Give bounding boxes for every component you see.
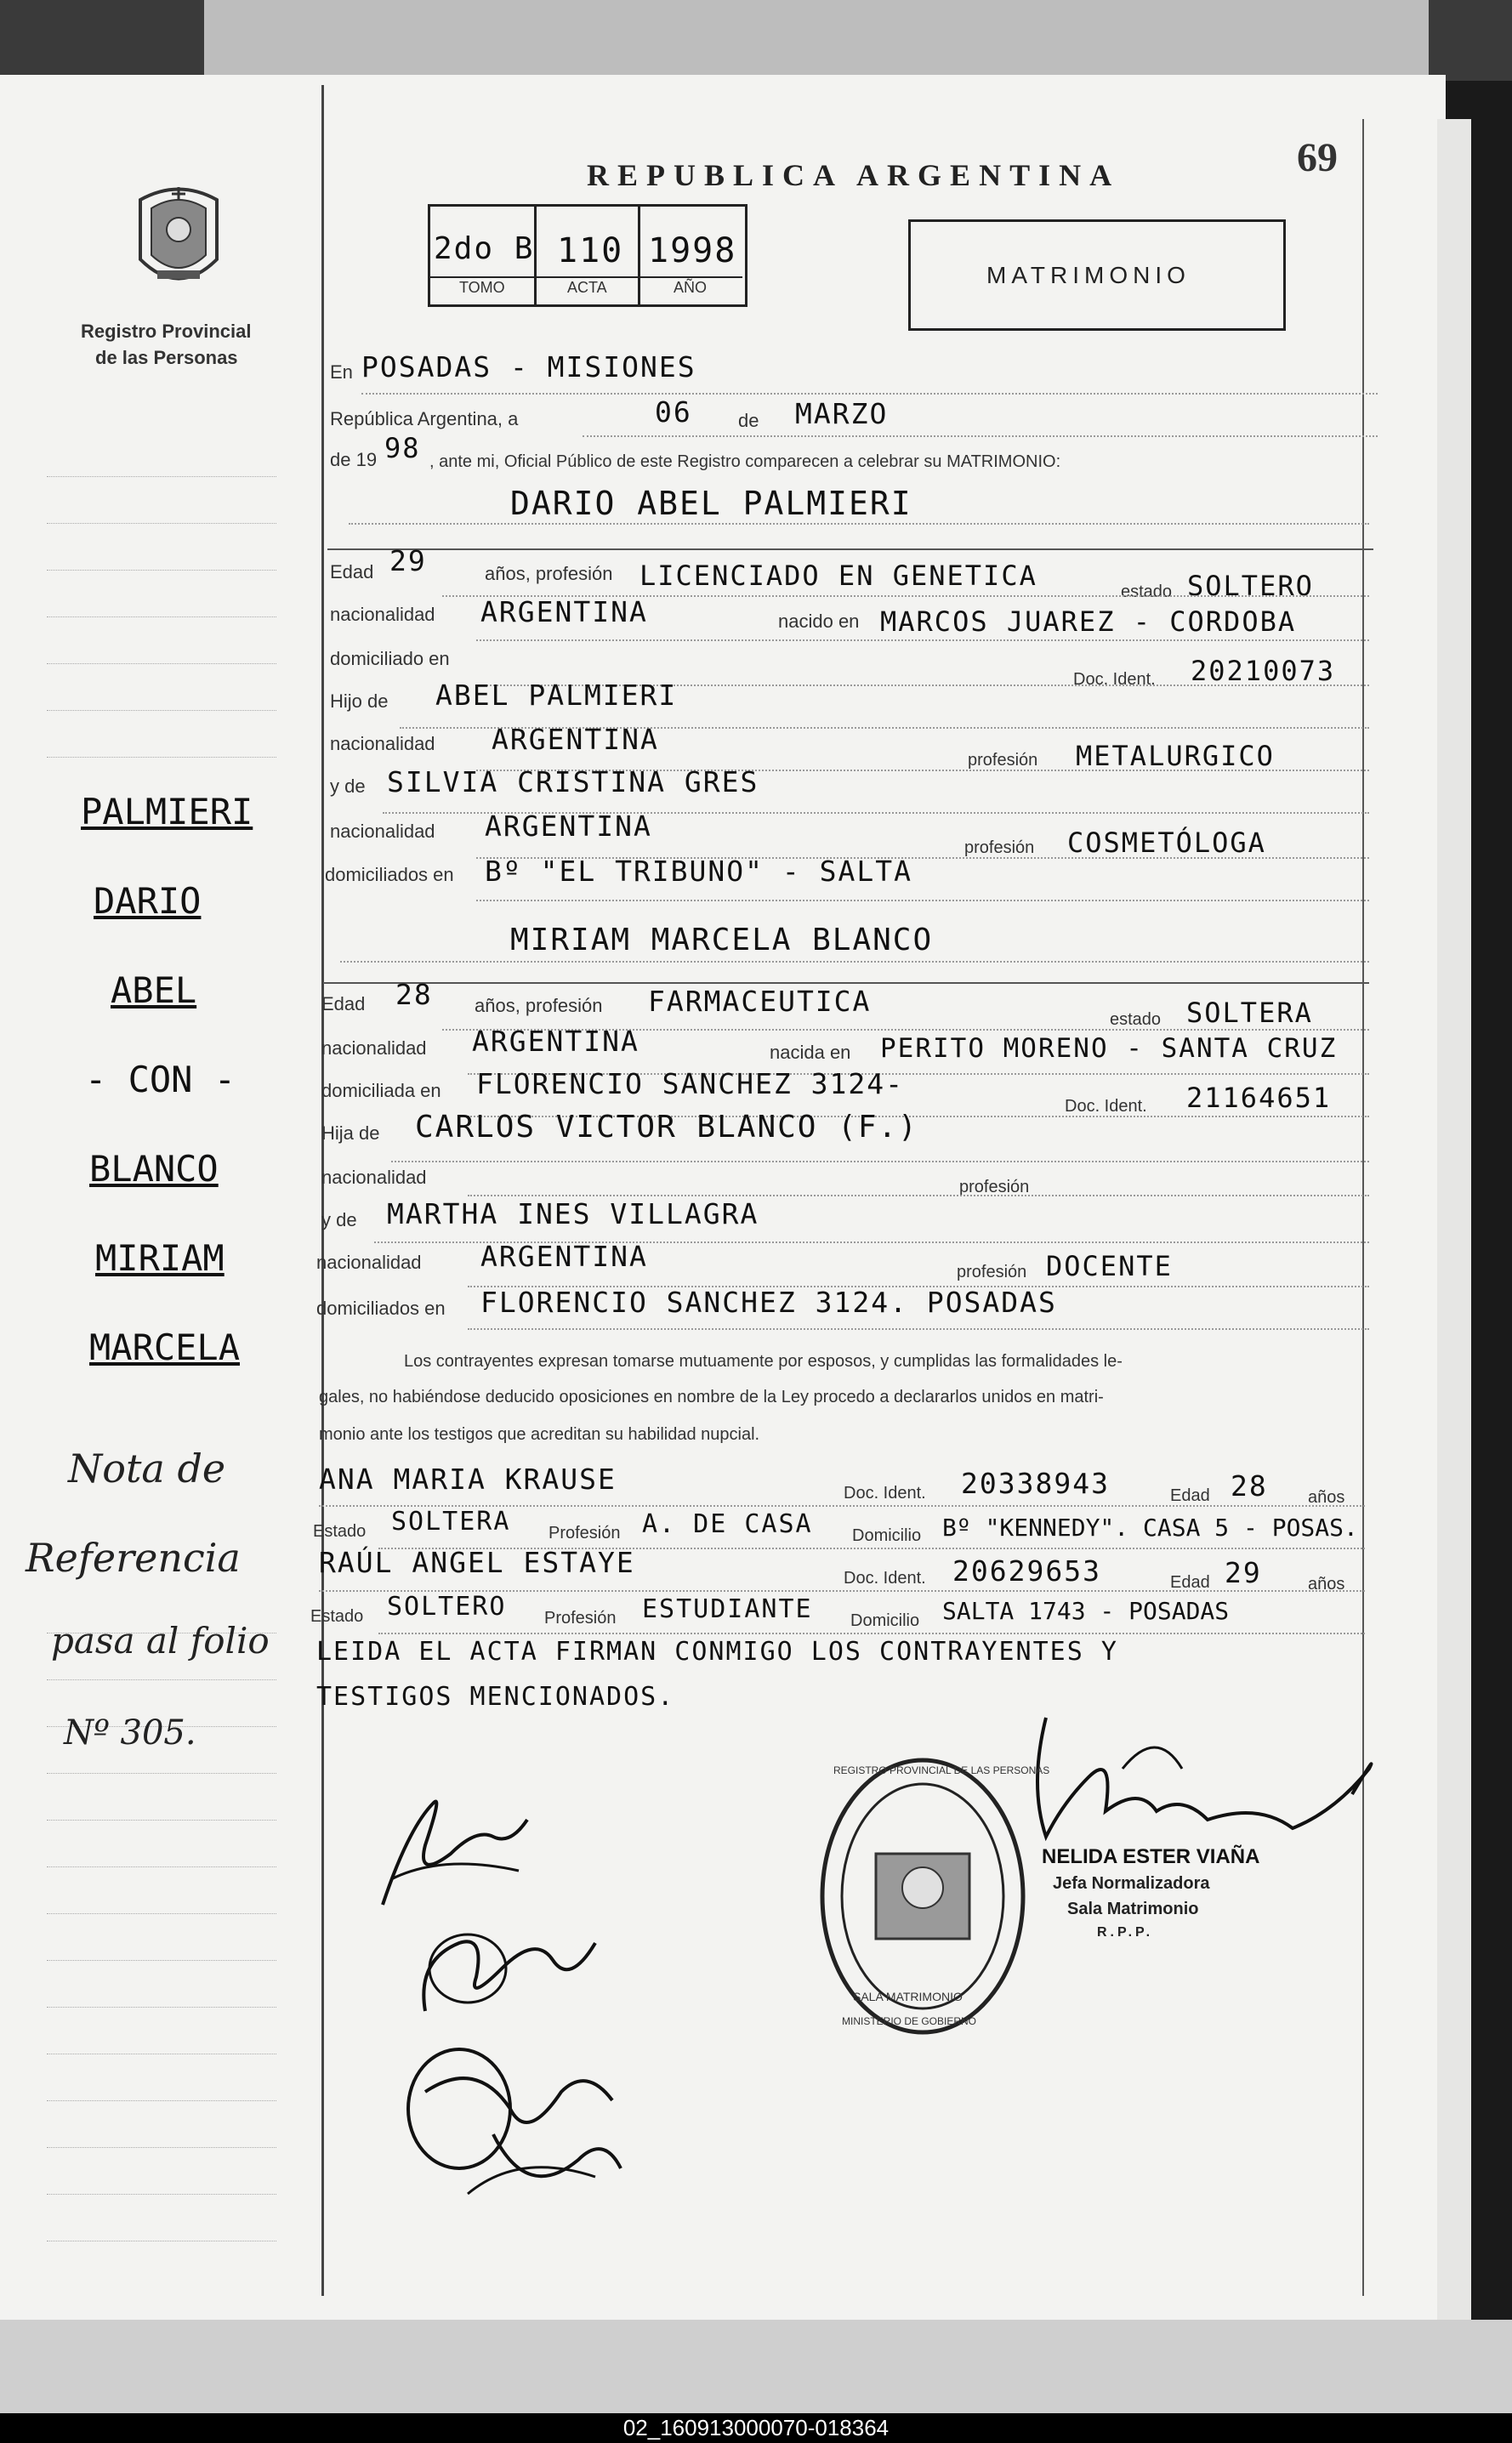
acta-divider: [638, 204, 640, 304]
bride-nationality: ARGENTINA: [472, 1025, 639, 1058]
republica-label: República Argentina, a: [330, 408, 519, 429]
date-line: [583, 435, 1378, 437]
bride-mother: MARTHA INES VILLAGRA: [387, 1197, 759, 1230]
groom-mother-nat: ARGENTINA: [485, 810, 652, 843]
groom-domicilio-label: domiciliado en: [330, 648, 450, 669]
year-prefix: de 19: [330, 449, 378, 470]
bride-parents-address: FLORENCIO SANCHEZ 3124. POSADAS: [480, 1286, 1057, 1319]
tomo-value: 2do B: [434, 231, 535, 266]
declaration-line2: gales, no habiéndose deducido oposiciones en nombre de la Ley procedo a declararlos unidos en matri-: [319, 1388, 1104, 1406]
groom-estado: SOLTERO: [1187, 570, 1314, 602]
right-border: [1362, 119, 1364, 2296]
bride-mother-nat-label: nacionalidad: [316, 1252, 422, 1273]
margin-surname2: BLANCO: [89, 1148, 219, 1190]
bottom-background: [0, 2320, 1512, 2413]
year-suffix: 98: [384, 432, 421, 464]
ano-label: AÑO: [674, 279, 708, 296]
closing-line1: LEIDA EL ACTA FIRMAN CONMIGO LOS CONTRAYENTES Y: [316, 1637, 1118, 1667]
witness2-name: RAÚL ANGEL ESTAYE: [319, 1546, 635, 1579]
witness1-edad-label: Edad: [1170, 1486, 1210, 1505]
bride-father-nat-label: nacionalidad: [321, 1167, 427, 1188]
witness2-estado-label: Estado: [310, 1607, 364, 1626]
acta-value: 110: [557, 231, 624, 270]
witness1-domicilio-label: Domicilio: [852, 1526, 922, 1545]
groom-birthplace: MARCOS JUAREZ - CORDOBA: [880, 605, 1297, 638]
officer-title3: R.P.P.: [1097, 1925, 1154, 1940]
officer-title2: Sala Matrimonio: [1067, 1900, 1199, 1918]
groom-doc-label: Doc. Ident.: [1073, 670, 1156, 689]
bride-name: MIRIAM MARCELA BLANCO: [510, 923, 934, 957]
bride-mother-nat: ARGENTINA: [480, 1240, 648, 1273]
witness1-address: Bº "KENNEDY". CASA 5 - POSAS.: [942, 1514, 1358, 1542]
registry-name-line2: de las Personas: [95, 347, 238, 368]
witness1-doc: 20338943: [961, 1467, 1110, 1500]
groom-nat-line: [476, 639, 1369, 641]
seal-bottom-text: MINISTERIO DE GOBIERNO: [842, 2015, 977, 2027]
de-label: de: [738, 410, 759, 431]
registry-name-line1: Registro Provincial: [81, 321, 252, 342]
day-value: 06: [655, 395, 692, 429]
bride-edad-label: Edad: [321, 993, 366, 1014]
groom-father-nat-label: nacionalidad: [330, 733, 435, 754]
bride-name-line: [340, 961, 1369, 963]
witness2-address: SALTA 1743 - POSADAS: [942, 1597, 1230, 1625]
witness2-edad-label: Edad: [1170, 1573, 1210, 1592]
bride-birthplace: PERITO MORENO - SANTA CRUZ: [880, 1033, 1338, 1064]
witness2-domicilio-label: Domicilio: [850, 1611, 920, 1630]
witness1-doc-label: Doc. Ident.: [844, 1484, 926, 1503]
bride-signature: [408, 1909, 604, 2020]
bride-profession: FARMACEUTICA: [648, 985, 872, 1018]
bride-doc-label: Doc. Ident.: [1065, 1097, 1147, 1116]
witnesses-signatures: [391, 2041, 629, 2211]
seal-inner-text: SALA MATRIMONIO: [853, 1990, 963, 2003]
groom-father-prof-label: profesión: [968, 751, 1038, 770]
margin-divider: [321, 85, 324, 2296]
witness2-doc-label: Doc. Ident.: [844, 1569, 926, 1588]
bride-domiciliados-label: domiciliados en: [316, 1298, 446, 1319]
groom-mother-prof-label: profesión: [964, 838, 1035, 857]
bride-father-line: [391, 1161, 1369, 1162]
declaration-line1: Los contrayentes expresan tomarse mutuamente por esposos, y cumplidas las formalidades le-: [404, 1352, 1123, 1371]
bride-father: CARLOS VICTOR BLANCO (F.): [415, 1110, 918, 1145]
groom-doc: 20210073: [1191, 655, 1336, 687]
margin-surname: PALMIERI: [81, 791, 253, 832]
margin-given2: ABEL: [111, 969, 197, 1011]
tomo-label: TOMO: [459, 279, 505, 296]
witness1-name: ANA MARIA KRAUSE: [319, 1463, 617, 1496]
country-title: REPUBLICA ARGENTINA: [587, 158, 1121, 192]
witness1-profesion-label: Profesión: [549, 1524, 621, 1542]
closing-line2: TESTIGOS MENCIONADOS.: [316, 1682, 675, 1712]
witness2-estado: SOLTERO: [387, 1592, 507, 1622]
groom-yde-label: y de: [330, 776, 366, 797]
groom-father-nat: ARGENTINA: [492, 723, 659, 756]
folio-number: 69: [1297, 135, 1338, 180]
declaration-line3: monio ante los testigos que acreditan su habilidad nupcial.: [319, 1425, 760, 1444]
groom-mother-nat-label: nacionalidad: [330, 821, 435, 842]
groom-nacido-label: nacido en: [778, 611, 860, 632]
groom-edad-label: Edad: [330, 561, 374, 582]
groom-nacionalidad-label: nacionalidad: [330, 604, 435, 625]
groom-name: DARIO ABEL PALMIERI: [510, 485, 912, 522]
groom-profession: LICENCIADO EN GENETICA: [639, 560, 1037, 592]
officer-title1: Jefa Normalizadora: [1053, 1874, 1210, 1893]
margin-note2: Referencia: [26, 1535, 241, 1581]
witness2-age: 29: [1225, 1556, 1262, 1589]
groom-parents-address: Bº "EL TRIBUNO" - SALTA: [485, 855, 912, 888]
margin-given3: MIRIAM: [95, 1237, 225, 1279]
margin-note4: Nº 305.: [64, 1713, 196, 1753]
tomo-divider: [534, 204, 537, 304]
image-caption: 02_160913000070-018364: [0, 2413, 1512, 2443]
bride-address: FLORENCIO SANCHEZ 3124-: [476, 1067, 904, 1100]
margin-con: - CON -: [85, 1059, 236, 1100]
page-stack-edge: [1437, 119, 1471, 2330]
month-value: MARZO: [795, 397, 889, 430]
en-label: En: [330, 361, 353, 383]
witness2-line2: [378, 1633, 1365, 1634]
witness1-profession: A. DE CASA: [642, 1509, 813, 1539]
margin-note1: Nota de: [68, 1446, 226, 1491]
witness2-anos-label: años: [1308, 1575, 1345, 1594]
groom-father-prof: METALURGICO: [1076, 740, 1275, 772]
bride-yde-label: y de: [321, 1209, 357, 1230]
groom-signature: [374, 1777, 544, 1913]
officer-signature: [1012, 1701, 1386, 1862]
groom-name-line: [349, 523, 1369, 525]
background-gray-strip: [204, 0, 1429, 77]
groom-mother: SILVIA CRISTINA GRES: [387, 765, 759, 798]
officer-name: NELIDA ESTER VIAÑA: [1042, 1845, 1260, 1868]
bride-estado-label: estado: [1110, 1010, 1162, 1029]
label-divider: [429, 276, 742, 278]
ano-value: 1998: [648, 231, 737, 270]
groom-age: 29: [389, 544, 427, 577]
acta-label: ACTA: [567, 279, 607, 296]
witness2-profesion-label: Profesión: [544, 1609, 617, 1628]
seal-outer-text: REGISTRO PROVINCIAL DE LAS PERSONAS: [833, 1764, 1050, 1776]
place-value: POSADAS - MISIONES: [361, 350, 696, 383]
bride-mother-prof-label: profesión: [957, 1263, 1027, 1281]
intro-statement: , ante mi, Oficial Público de este Registro comparecen a celebrar su MATRIMONIO:: [429, 452, 1061, 471]
bride-father-nat-line: [468, 1195, 1369, 1196]
bride-mother-prof: DOCENTE: [1046, 1250, 1173, 1282]
groom-estado-label: estado: [1121, 582, 1173, 601]
groom-separator: [327, 548, 1373, 550]
bride-age: 28: [395, 978, 433, 1011]
bride-domicilio-label: domiciliada en: [321, 1080, 441, 1101]
groom-domiciliados-label: domiciliados en: [325, 864, 454, 885]
witness1-anos-label: años: [1308, 1488, 1345, 1507]
witness1-estado: SOLTERA: [391, 1507, 511, 1537]
witness1-estado-label: Estado: [313, 1522, 367, 1541]
bride-hija-label: Hija de: [321, 1122, 380, 1144]
bride-nacionalidad-label: nacionalidad: [321, 1037, 427, 1059]
groom-mother-prof: COSMETÓLOGA: [1067, 827, 1266, 859]
witness2-doc: 20629653: [952, 1554, 1101, 1588]
bride-profesion-label: años, profesión: [475, 995, 603, 1016]
place-line: [361, 393, 1378, 395]
witness2-profession: ESTUDIANTE: [642, 1594, 813, 1624]
margin-note3: pasa al folio: [51, 1620, 270, 1662]
groom-parents-line: [476, 900, 1369, 901]
groom-hijo-label: Hijo de: [330, 690, 389, 712]
record-type: MATRIMONIO: [986, 262, 1191, 288]
bride-estado: SOLTERA: [1186, 997, 1313, 1029]
bride-doc: 21164651: [1186, 1082, 1332, 1114]
witness1-age: 28: [1231, 1469, 1268, 1503]
groom-father: ABEL PALMIERI: [435, 679, 678, 712]
groom-profesion-label: años, profesión: [485, 563, 613, 584]
margin-given4: MARCELA: [89, 1327, 241, 1368]
bride-parents-line: [468, 1328, 1369, 1330]
groom-nationality: ARGENTINA: [480, 595, 648, 628]
margin-given1: DARIO: [94, 880, 202, 922]
bride-father-prof-label: profesión: [959, 1178, 1030, 1196]
bride-nacida-label: nacida en: [770, 1042, 851, 1063]
bride-separator: [323, 982, 1369, 984]
provincial-emblem-icon: [128, 179, 230, 298]
